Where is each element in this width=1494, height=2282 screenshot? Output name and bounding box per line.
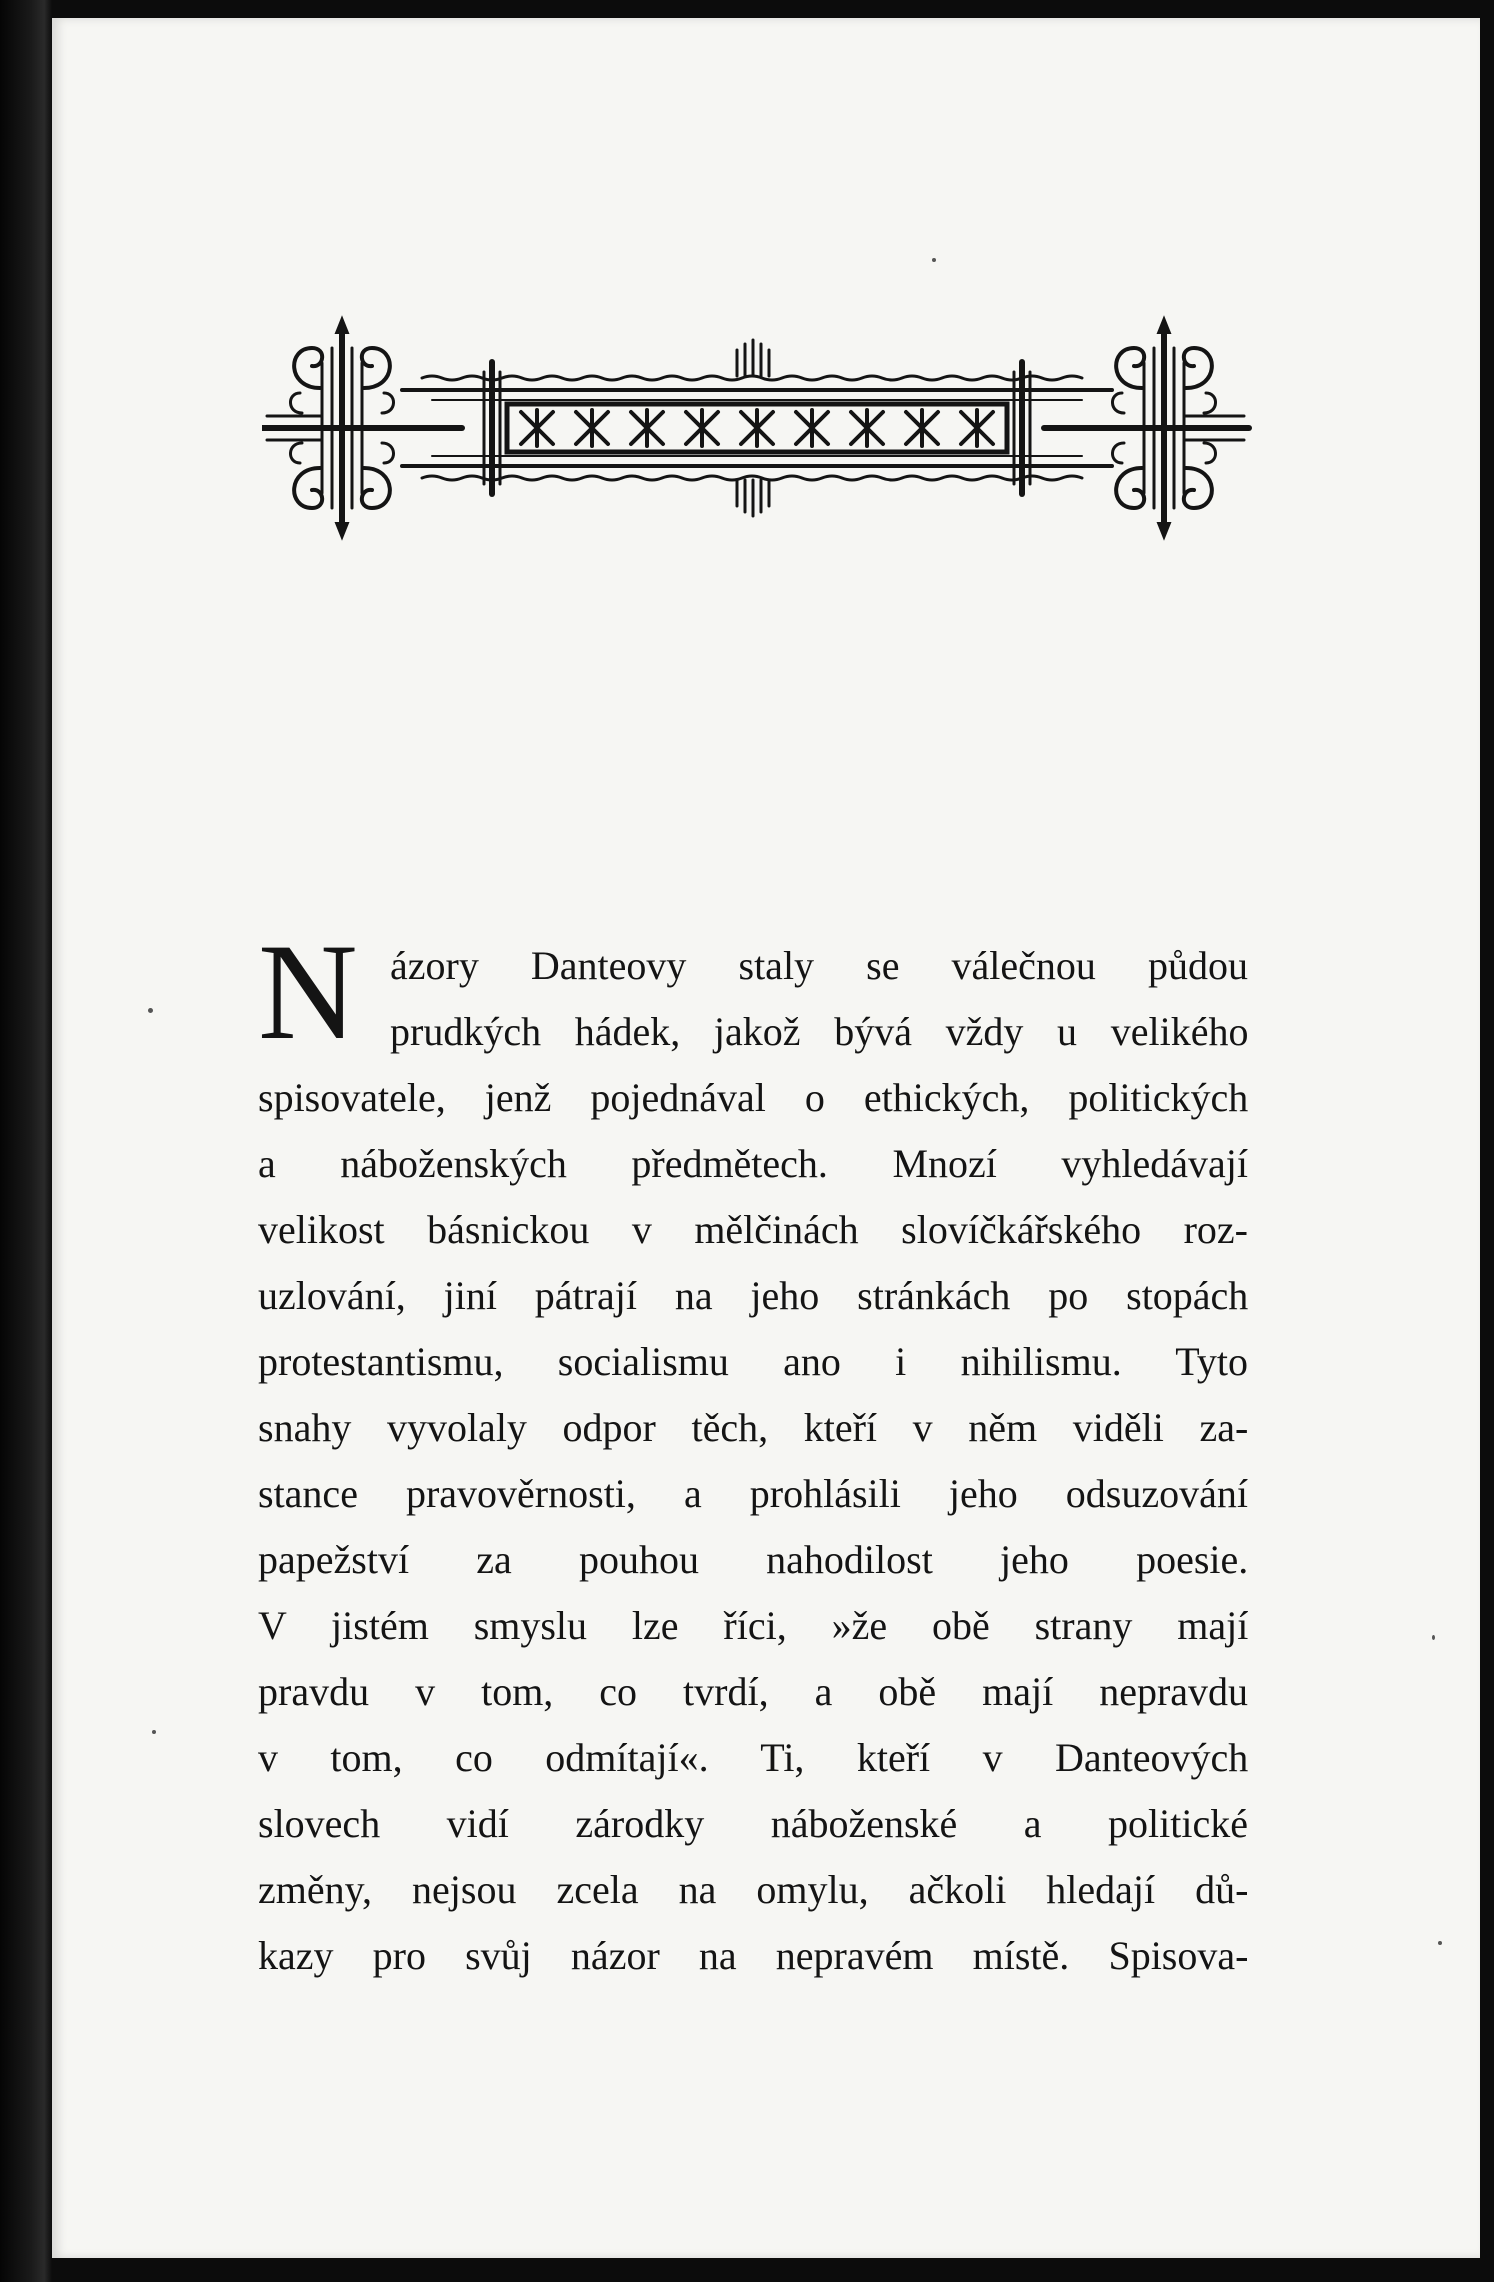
body-text	[258, 915, 1249, 1989]
text-line: slovech vidí zárodky náboženské a politické	[258, 1801, 1248, 1846]
text-line: velikost básnickou v mělčinách slovíčkářského roz-	[258, 1207, 1248, 1252]
text-line: změny, nejsou zcela na omylu, ačkoli hledají dů-	[258, 1867, 1249, 1912]
text-line: pravdu v tom, co tvrdí, a obě mají nepravdu	[258, 1669, 1249, 1714]
text-line: a náboženských předmětech. Mnozí vyhledávají	[258, 1141, 1248, 1186]
scan-speck	[1432, 1635, 1435, 1640]
text-line: ázory Danteovy staly se válečnou půdou	[390, 943, 1248, 988]
ornamental-headpiece-icon	[262, 310, 1252, 546]
drop-cap: N	[258, 915, 358, 1068]
text-line: kazy pro svůj názor na nepravém místě. Spisova-	[258, 1933, 1249, 1978]
text-line: V jistém smyslu lze říci, »že obě strany mají	[258, 1603, 1249, 1648]
book-page	[52, 18, 1480, 2258]
text-line: protestantismu, socialismu ano i nihilismu. Tyto	[258, 1339, 1248, 1384]
text-line: snahy vyvolaly odpor těch, kteří v něm viděli za-	[258, 1405, 1249, 1450]
text-line: prudkých hádek, jakož bývá vždy u velikého	[390, 1009, 1249, 1054]
scan-speck	[932, 258, 936, 262]
text-line: stance pravověrnosti, a prohlásili jeho odsuzování	[258, 1471, 1248, 1516]
text-line: uzlování, jiní pátrají na jeho stránkách po stopách	[258, 1273, 1249, 1318]
band-crosses	[521, 410, 993, 446]
text-line: spisovatele, jenž pojednával o ethických, politických	[258, 1075, 1249, 1120]
left-flourish	[262, 318, 462, 538]
scan-speck	[152, 1730, 156, 1734]
scan-speck	[1438, 1941, 1442, 1945]
scan-speck	[148, 1008, 153, 1013]
binding-edge	[0, 0, 52, 2282]
text-line: v tom, co odmítají«. Ti, kteří v Danteových	[258, 1735, 1249, 1780]
right-flourish	[1044, 318, 1249, 538]
text-line: papežství za pouhou nahodilost jeho poesie.	[258, 1537, 1249, 1582]
